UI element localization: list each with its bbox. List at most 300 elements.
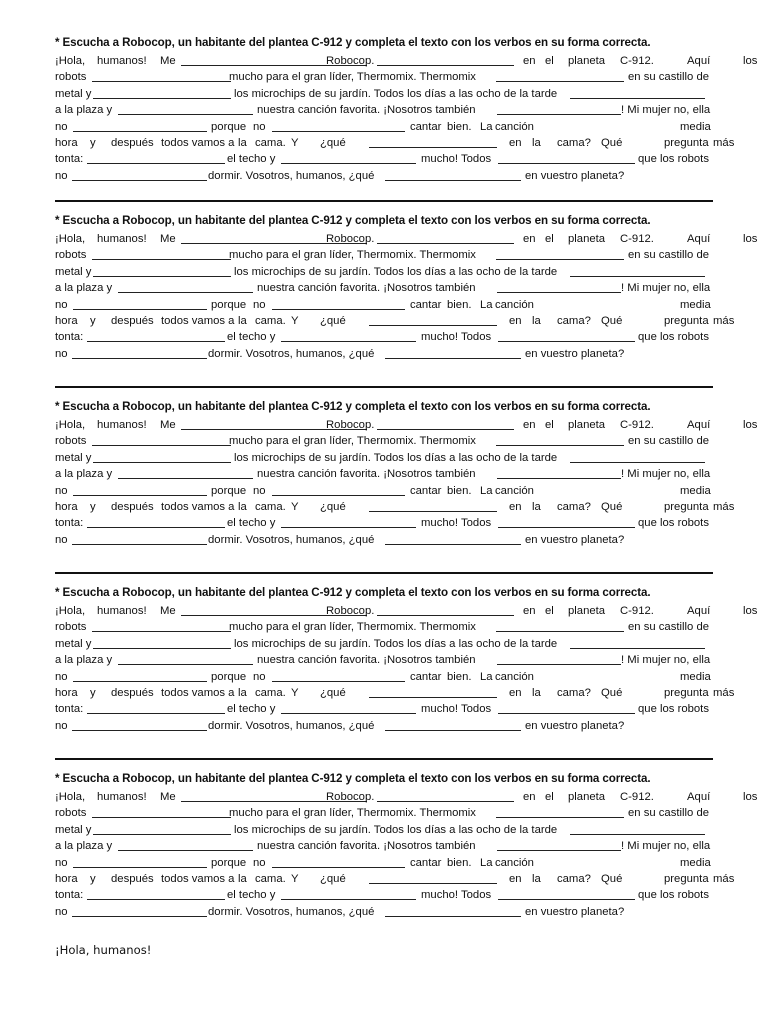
text-segment: cama? — [557, 686, 591, 699]
fill-in-blank[interactable] — [496, 631, 624, 632]
text-segment: a la plaza y — [55, 468, 113, 481]
text-line — [55, 69, 713, 85]
fill-in-blank[interactable] — [385, 730, 521, 731]
text-segment: el techo y — [227, 889, 276, 902]
text-segment: Me — [160, 55, 176, 67]
fill-in-blank[interactable] — [497, 478, 621, 479]
text-segment: canción — [495, 484, 534, 497]
text-segment: cantar — [410, 670, 442, 683]
text-segment: planeta — [568, 605, 606, 617]
fill-in-blank[interactable] — [498, 527, 635, 528]
text-segment: el techo y — [227, 517, 276, 530]
text-segment: pregunta — [664, 314, 709, 327]
text-segment: nuestra canción favorita. ¡Nosotros también — [257, 840, 476, 853]
text-segment: hora — [55, 500, 78, 513]
text-segment: mucho! Todos — [421, 517, 492, 530]
text-segment: dormir. Vosotros, humanos, ¿qué — [208, 719, 375, 732]
text-segment: porque — [211, 856, 247, 869]
text-segment: en — [509, 686, 522, 699]
fill-in-blank[interactable] — [92, 631, 231, 632]
text-segment: pregunta — [664, 136, 709, 149]
text-segment: más — [713, 500, 735, 513]
fill-in-blank[interactable] — [377, 65, 514, 66]
fill-in-blank[interactable] — [93, 462, 231, 463]
text-segment: no — [253, 484, 266, 497]
text-segment: nuestra canción favorita. ¡Nosotros también — [257, 468, 476, 481]
text-line — [55, 871, 735, 887]
text-segment: Qué — [601, 500, 623, 513]
fill-in-blank[interactable] — [272, 309, 405, 310]
text-segment: Qué — [601, 686, 623, 699]
text-segment: en — [509, 872, 522, 885]
text-segment: dormir. Vosotros, humanos, ¿qué — [208, 347, 375, 360]
text-segment: la — [238, 136, 247, 149]
fill-in-blank[interactable] — [385, 916, 521, 917]
fill-in-blank[interactable] — [87, 341, 225, 342]
text-segment: humanos! — [97, 55, 147, 67]
text-segment: ¿qué — [320, 872, 346, 885]
text-segment: media — [680, 670, 711, 683]
fill-in-blank[interactable] — [118, 850, 253, 851]
exercise-title: * Escucha a Robocop, un habitante del plantea C-912 y completa el texto con los verbos en su forma correcta. — [55, 400, 651, 413]
text-line — [55, 433, 713, 449]
text-segment: cama. — [255, 500, 286, 513]
text-segment: después — [111, 136, 154, 149]
text-segment: el — [545, 55, 554, 67]
text-segment: la — [238, 686, 247, 699]
fill-in-blank[interactable] — [72, 358, 207, 359]
text-segment: los — [743, 55, 758, 67]
text-segment: hora — [55, 872, 78, 885]
text-segment: ¿qué — [320, 686, 346, 699]
text-segment: y — [90, 686, 96, 699]
text-segment: La — [480, 298, 493, 311]
text-segment: robots — [55, 621, 87, 634]
text-segment: cama. — [255, 314, 286, 327]
text-segment: los — [743, 419, 758, 431]
text-segment: metal y — [55, 87, 92, 100]
fill-in-blank[interactable] — [72, 730, 207, 731]
text-line — [55, 264, 713, 280]
fill-in-blank[interactable] — [570, 462, 705, 463]
fill-in-blank[interactable] — [570, 276, 705, 277]
fill-in-blank[interactable] — [73, 681, 207, 682]
text-segment: robots — [55, 435, 87, 448]
fill-in-blank[interactable] — [385, 180, 521, 181]
fill-in-blank[interactable] — [92, 259, 231, 260]
text-segment: no — [253, 856, 266, 869]
exercise-text — [55, 417, 758, 548]
text-segment: ¡Hola, — [55, 55, 86, 67]
text-line — [55, 887, 713, 903]
section-divider — [55, 200, 713, 202]
text-segment: más — [713, 686, 735, 699]
text-segment: tonta: — [55, 517, 84, 530]
text-segment: La — [480, 856, 493, 869]
text-line — [55, 313, 735, 329]
fill-in-blank[interactable] — [281, 713, 416, 714]
text-segment: pregunta — [664, 872, 709, 885]
text-segment: pregunta — [664, 500, 709, 513]
text-segment: planeta — [568, 419, 606, 431]
text-segment: y — [90, 314, 96, 327]
text-segment: Y — [291, 686, 299, 699]
text-segment: en su castillo de — [628, 249, 710, 262]
text-segment: La — [480, 670, 493, 683]
text-segment: Y — [291, 136, 299, 149]
text-line — [55, 168, 713, 184]
text-segment: no — [253, 670, 266, 683]
text-segment: que los robots — [638, 889, 709, 902]
text-segment: la — [238, 314, 247, 327]
text-segment: tonta: — [55, 331, 84, 344]
exercise-text — [55, 789, 758, 920]
text-segment: no — [55, 298, 68, 311]
text-segment: media — [680, 298, 711, 311]
text-segment: en — [523, 233, 536, 245]
text-segment: ! Mi mujer no, ella — [621, 468, 711, 481]
fill-in-blank[interactable] — [570, 834, 705, 835]
text-segment: los — [743, 791, 758, 803]
text-line — [55, 603, 758, 619]
fill-in-blank[interactable] — [93, 648, 231, 649]
text-segment: cantar — [410, 856, 442, 869]
text-segment: Aquí — [687, 791, 711, 803]
fill-in-blank[interactable] — [498, 713, 635, 714]
text-line — [55, 135, 735, 151]
fill-in-blank[interactable] — [118, 478, 253, 479]
text-segment: ¡Hola, — [55, 791, 86, 803]
text-segment: la — [532, 136, 541, 149]
text-segment: no — [55, 120, 68, 133]
text-line — [55, 515, 713, 531]
fill-in-blank[interactable] — [369, 325, 497, 326]
text-segment: después — [111, 500, 154, 513]
text-segment: mucho! Todos — [421, 703, 492, 716]
exercise-block — [55, 36, 758, 196]
text-segment: cama. — [255, 136, 286, 149]
fill-in-blank[interactable] — [498, 899, 635, 900]
fill-in-blank[interactable] — [272, 495, 405, 496]
text-segment: en su castillo de — [628, 807, 710, 820]
text-segment: mucho! Todos — [421, 153, 492, 166]
text-segment: tonta: — [55, 703, 84, 716]
fill-in-blank[interactable] — [73, 309, 207, 310]
text-segment: en — [523, 55, 536, 67]
text-segment: todos vamos a — [161, 136, 235, 149]
fill-in-blank[interactable] — [377, 429, 514, 430]
text-line — [55, 53, 758, 69]
fill-in-blank[interactable] — [281, 341, 416, 342]
text-segment: todos vamos a — [161, 686, 235, 699]
text-segment: canción — [495, 120, 534, 133]
fill-in-blank[interactable] — [93, 834, 231, 835]
text-segment: los microchips de su jardín. Todos los días a las ocho de la tarde — [234, 637, 558, 650]
text-segment: planeta — [568, 233, 606, 245]
fill-in-blank[interactable] — [496, 259, 624, 260]
text-segment: en — [523, 419, 536, 431]
text-segment: ¡Hola, — [55, 605, 86, 617]
text-segment: ! Mi mujer no, ella — [621, 840, 711, 853]
fill-in-blank[interactable] — [369, 697, 497, 698]
text-segment: que los robots — [638, 517, 709, 530]
text-segment: bien. — [447, 120, 472, 133]
text-segment: en su castillo de — [628, 621, 710, 634]
fill-in-blank[interactable] — [272, 681, 405, 682]
text-segment: Me — [160, 605, 176, 617]
text-segment: y — [90, 136, 96, 149]
fill-in-blank[interactable] — [377, 243, 514, 244]
fill-in-blank[interactable] — [72, 916, 207, 917]
text-segment: cama? — [557, 872, 591, 885]
exercise-text — [55, 231, 758, 362]
text-segment: cama? — [557, 500, 591, 513]
text-segment: La — [480, 120, 493, 133]
text-segment: después — [111, 872, 154, 885]
text-segment: no — [55, 905, 68, 918]
text-segment: después — [111, 686, 154, 699]
text-segment: ! Mi mujer no, ella — [621, 282, 711, 295]
text-segment: tonta: — [55, 889, 84, 902]
text-line — [55, 669, 713, 685]
text-segment: ¡Hola, — [55, 233, 86, 245]
fill-in-blank[interactable] — [369, 883, 497, 884]
text-segment: hora — [55, 136, 78, 149]
text-segment: Robocop. — [326, 55, 375, 67]
text-segment: la — [532, 686, 541, 699]
text-segment: ¿qué — [320, 314, 346, 327]
fill-in-blank[interactable] — [72, 544, 207, 545]
text-segment: nuestra canción favorita. ¡Nosotros también — [257, 282, 476, 295]
text-segment: bien. — [447, 484, 472, 497]
text-segment: no — [253, 298, 266, 311]
exercise-block — [55, 586, 758, 746]
fill-in-blank[interactable] — [272, 131, 405, 132]
fill-in-blank[interactable] — [87, 163, 225, 164]
text-line — [55, 718, 713, 734]
text-segment: los microchips de su jardín. Todos los días a las ocho de la tarde — [234, 87, 558, 100]
fill-in-blank[interactable] — [118, 292, 253, 293]
fill-in-blank[interactable] — [497, 664, 621, 665]
text-segment: bien. — [447, 856, 472, 869]
text-segment: en su castillo de — [628, 71, 710, 84]
text-segment: robots — [55, 249, 87, 262]
fill-in-blank[interactable] — [496, 81, 624, 82]
exercise-title: * Escucha a Robocop, un habitante del plantea C-912 y completa el texto con los verbos en su forma correcta. — [55, 772, 651, 785]
text-segment: Y — [291, 314, 299, 327]
text-segment: metal y — [55, 451, 92, 464]
text-segment: metal y — [55, 637, 92, 650]
text-segment: media — [680, 484, 711, 497]
exercise-text — [55, 53, 758, 184]
text-segment: Aquí — [687, 419, 711, 431]
text-segment: Robocop. — [326, 791, 375, 803]
text-segment: canción — [495, 670, 534, 683]
fill-in-blank[interactable] — [281, 163, 416, 164]
fill-in-blank[interactable] — [498, 163, 635, 164]
text-segment: en — [509, 136, 522, 149]
fill-in-blank[interactable] — [497, 114, 621, 115]
text-segment: Qué — [601, 136, 623, 149]
text-segment: metal y — [55, 265, 92, 278]
text-segment: hora — [55, 686, 78, 699]
text-segment: todos vamos a — [161, 872, 235, 885]
text-segment: humanos! — [97, 419, 147, 431]
text-segment: a la plaza y — [55, 654, 113, 667]
text-line — [55, 855, 713, 871]
text-segment: los microchips de su jardín. Todos los días a las ocho de la tarde — [234, 265, 558, 278]
text-segment: más — [713, 872, 735, 885]
text-segment: cama? — [557, 314, 591, 327]
text-segment: La — [480, 484, 493, 497]
fill-in-blank[interactable] — [385, 358, 521, 359]
text-segment: ¡Hola, — [55, 419, 86, 431]
fill-in-blank[interactable] — [377, 615, 514, 616]
text-segment: humanos! — [97, 791, 147, 803]
fill-in-blank[interactable] — [87, 713, 225, 714]
text-segment: C-912. — [620, 419, 654, 431]
text-line — [55, 805, 713, 821]
text-line — [55, 652, 713, 668]
text-segment: mucho! Todos — [421, 889, 492, 902]
text-segment: la — [532, 872, 541, 885]
text-segment: mucho para el gran líder, Thermomix. Thermomix — [229, 807, 476, 820]
text-segment: Robocop. — [326, 233, 375, 245]
text-segment: ! Mi mujer no, ella — [621, 654, 711, 667]
fill-in-blank[interactable] — [73, 867, 207, 868]
text-segment: que los robots — [638, 153, 709, 166]
text-segment: no — [55, 484, 68, 497]
text-segment: el techo y — [227, 153, 276, 166]
text-segment: el techo y — [227, 703, 276, 716]
footer-text: ¡Hola, humanos! — [55, 943, 152, 957]
text-segment: en vuestro planeta? — [525, 347, 625, 360]
fill-in-blank[interactable] — [570, 98, 705, 99]
text-segment: ! Mi mujer no, ella — [621, 104, 711, 117]
fill-in-blank[interactable] — [92, 817, 231, 818]
text-segment: porque — [211, 298, 247, 311]
text-line — [55, 86, 713, 102]
text-segment: que los robots — [638, 703, 709, 716]
fill-in-blank[interactable] — [87, 899, 225, 900]
text-segment: media — [680, 120, 711, 133]
text-segment: en — [509, 500, 522, 513]
text-segment: en su castillo de — [628, 435, 710, 448]
text-segment: cama. — [255, 872, 286, 885]
text-segment: Robocop. — [326, 419, 375, 431]
text-segment: en vuestro planeta? — [525, 719, 625, 732]
fill-in-blank[interactable] — [93, 276, 231, 277]
text-segment: a la plaza y — [55, 282, 113, 295]
text-segment: no — [55, 169, 68, 182]
text-segment: los — [743, 233, 758, 245]
text-line — [55, 619, 713, 635]
section-divider — [55, 572, 713, 574]
fill-in-blank[interactable] — [92, 81, 231, 82]
text-segment: C-912. — [620, 605, 654, 617]
text-segment: el — [545, 791, 554, 803]
text-segment: humanos! — [97, 233, 147, 245]
fill-in-blank[interactable] — [497, 292, 621, 293]
text-segment: ¿qué — [320, 136, 346, 149]
text-segment: todos vamos a — [161, 500, 235, 513]
text-segment: la — [532, 500, 541, 513]
exercise-block — [55, 214, 758, 374]
fill-in-blank[interactable] — [87, 527, 225, 528]
text-segment: no — [55, 533, 68, 546]
text-segment: a la plaza y — [55, 104, 113, 117]
fill-in-blank[interactable] — [570, 648, 705, 649]
text-segment: dormir. Vosotros, humanos, ¿qué — [208, 905, 375, 918]
text-segment: en — [523, 605, 536, 617]
text-segment: y — [90, 872, 96, 885]
fill-in-blank[interactable] — [118, 114, 253, 115]
fill-in-blank[interactable] — [496, 817, 624, 818]
exercise-block — [55, 400, 758, 560]
fill-in-blank[interactable] — [369, 511, 497, 512]
fill-in-blank[interactable] — [93, 98, 231, 99]
text-line — [55, 822, 713, 838]
text-segment: media — [680, 856, 711, 869]
text-line — [55, 789, 758, 805]
text-segment: después — [111, 314, 154, 327]
text-segment: no — [55, 719, 68, 732]
text-segment: bien. — [447, 670, 472, 683]
fill-in-blank[interactable] — [73, 495, 207, 496]
fill-in-blank[interactable] — [92, 445, 231, 446]
fill-in-blank[interactable] — [385, 544, 521, 545]
text-segment: y — [90, 500, 96, 513]
text-segment: que los robots — [638, 331, 709, 344]
text-line — [55, 532, 713, 548]
fill-in-blank[interactable] — [118, 664, 253, 665]
text-line — [55, 297, 713, 313]
fill-in-blank[interactable] — [281, 527, 416, 528]
text-segment: Aquí — [687, 233, 711, 245]
text-segment: en vuestro planeta? — [525, 905, 625, 918]
text-segment: dormir. Vosotros, humanos, ¿qué — [208, 169, 375, 182]
text-segment: los — [743, 605, 758, 617]
text-segment: mucho para el gran líder, Thermomix. Thermomix — [229, 435, 476, 448]
fill-in-blank[interactable] — [73, 131, 207, 132]
fill-in-blank[interactable] — [72, 180, 207, 181]
text-segment: mucho para el gran líder, Thermomix. Thermomix — [229, 249, 476, 262]
text-segment: planeta — [568, 791, 606, 803]
text-segment: el techo y — [227, 331, 276, 344]
text-segment: mucho! Todos — [421, 331, 492, 344]
text-segment: en vuestro planeta? — [525, 533, 625, 546]
text-line — [55, 483, 713, 499]
fill-in-blank[interactable] — [272, 867, 405, 868]
text-segment: no — [55, 670, 68, 683]
section-divider — [55, 758, 713, 760]
text-segment: mucho para el gran líder, Thermomix. Thermomix — [229, 621, 476, 634]
fill-in-blank[interactable] — [377, 801, 514, 802]
fill-in-blank[interactable] — [497, 850, 621, 851]
fill-in-blank[interactable] — [281, 899, 416, 900]
fill-in-blank[interactable] — [369, 147, 497, 148]
text-line — [55, 466, 713, 482]
fill-in-blank[interactable] — [498, 341, 635, 342]
text-segment: no — [55, 856, 68, 869]
text-segment: cantar — [410, 298, 442, 311]
fill-in-blank[interactable] — [496, 445, 624, 446]
text-segment: porque — [211, 120, 247, 133]
exercise-title: * Escucha a Robocop, un habitante del plantea C-912 y completa el texto con los verbos en su forma correcta. — [55, 214, 651, 227]
text-segment: C-912. — [620, 791, 654, 803]
text-segment: humanos! — [97, 605, 147, 617]
text-segment: la — [238, 500, 247, 513]
